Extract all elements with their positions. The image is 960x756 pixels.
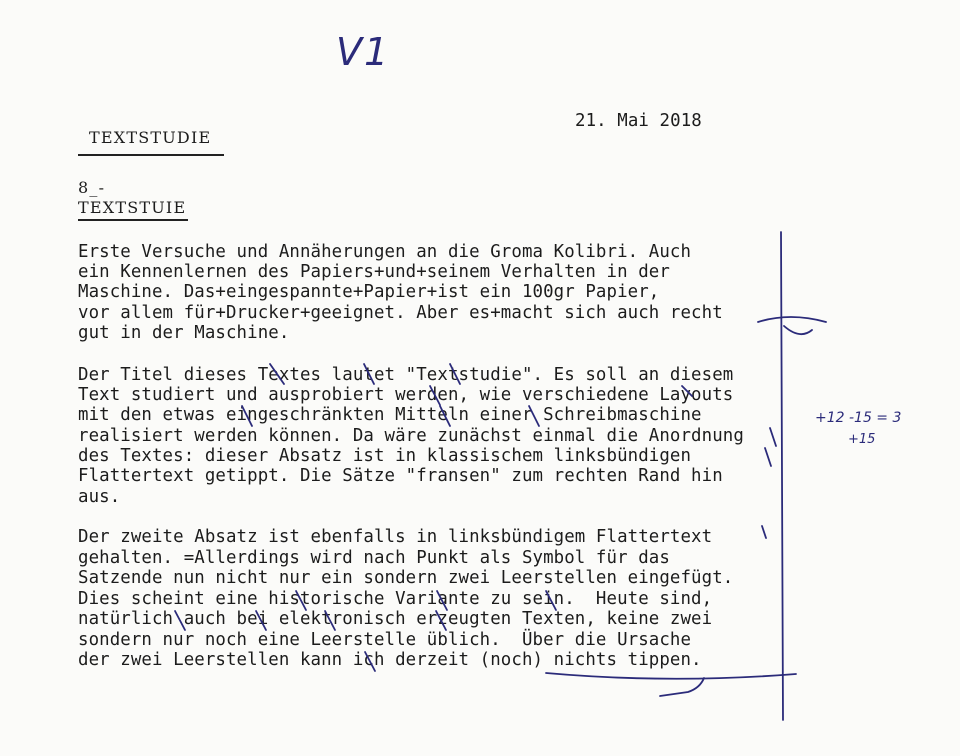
text-line: Satzende nun nicht nur ein sondern zwei Leerstellen eingefügt.: [78, 568, 734, 588]
text-line: des Textes: dieser Absatz ist in klassischem linksbündigen: [78, 446, 692, 466]
text-line: Der zweite Absatz ist ebenfalls in linksbündigem Flattertext: [78, 527, 713, 547]
section-title: TEXTSTUIE: [78, 198, 187, 217]
title-underline: [78, 154, 224, 156]
text-line: natürlich auch bei elektronisch erzeugten Texten, keine zwei: [78, 609, 713, 629]
text-line: vor allem für+Drucker+geeignet. Aber es+macht sich auch recht: [78, 303, 723, 323]
text-line: gut in der Maschine.: [78, 323, 290, 343]
underline-noch-nichts-tippen: [546, 673, 796, 679]
text-line: mit den etwas eingeschränkten Mitteln einer Schreibmaschine: [78, 405, 702, 425]
text-line: der zwei Leerstellen kann ich derzeit (noch) nichts tippen.: [78, 650, 702, 670]
date-line: 21. Mai 2018: [575, 111, 702, 131]
text-line: Der Titel dieses Textes lautet "Textstudie". Es soll an diesem: [78, 365, 734, 385]
section-number: 8_-: [78, 178, 106, 197]
text-line: Dies scheint eine historische Variante zu sein. Heute sind,: [78, 589, 713, 609]
text-line: sondern nur noch eine Leerstelle üblich. Über die Ursache: [78, 630, 692, 650]
text-line: Erste Versuche und Annäherungen an die Groma Kolibri. Auch: [78, 242, 692, 262]
text-line: Flattertext getippt. Die Sätze "fransen" zum rechten Rand hin: [78, 466, 723, 486]
text-line: realisiert werden können. Da wäre zunächst einmal die Anordnung: [78, 426, 744, 446]
text-line: aus.: [78, 487, 121, 507]
text-line: gehalten. =Allerdings wird nach Punkt als Symbol für das: [78, 548, 670, 568]
document-title: TEXTSTUDIE: [89, 128, 212, 147]
underline-recht: [758, 317, 826, 322]
section-underline: [78, 219, 188, 221]
right-margin-line: [781, 232, 783, 720]
text-line: Maschine. Das+eingespannte+Papier+ist ein 100gr Papier,: [78, 282, 660, 302]
text-line: Text studiert und ausprobiert werden, wie verschiedene Layouts: [78, 385, 734, 405]
version-mark: V1: [336, 30, 391, 74]
text-line: ein Kennenlernen des Papiers+und+seinem Verhalten in der: [78, 262, 670, 282]
margin-count-note: +12 -15 = 3: [815, 410, 902, 426]
margin-count-note-2: +15: [848, 432, 876, 447]
